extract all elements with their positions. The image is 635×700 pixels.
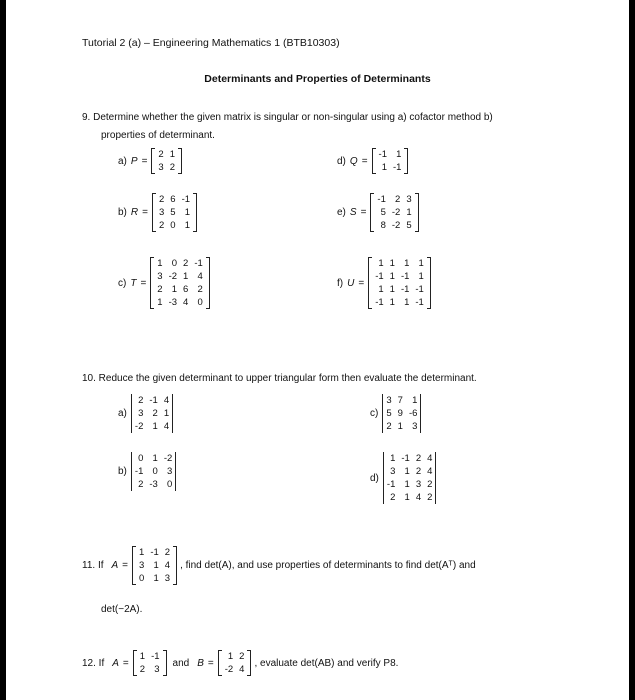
- q9-a-var: P: [130, 155, 138, 167]
- matrix-entry: 2: [183, 258, 189, 269]
- matrix-entry: 0: [152, 466, 158, 477]
- matrix-entry: -1: [149, 395, 158, 406]
- matrix-entry: 2: [157, 284, 163, 295]
- matrix-row: [222, 663, 248, 676]
- matrix-Q: [372, 148, 409, 174]
- q9-a-eq: =: [141, 155, 148, 167]
- matrix-entry: 3: [412, 421, 418, 432]
- matrix-entry: 4: [427, 453, 433, 464]
- q9-c-eq: =: [140, 277, 147, 289]
- q10-item-c: [370, 394, 421, 433]
- matrix-entry: 1: [184, 220, 191, 231]
- matrix-entry: 2: [390, 492, 396, 503]
- matrix-entry: 0: [197, 297, 203, 308]
- matrix-entry: 1: [381, 162, 387, 173]
- matrix-entry: -1: [378, 149, 387, 160]
- matrix-entry: -2: [134, 421, 144, 432]
- matrix-row: [376, 161, 405, 174]
- matrix-row: [137, 663, 163, 676]
- matrix-entry: 2: [427, 479, 433, 490]
- page-title: Determinants and Properties of Determinants: [204, 73, 431, 85]
- matrix-entry: 2: [169, 162, 176, 173]
- matrix-row: [155, 148, 178, 161]
- q9-item-d: [337, 148, 408, 174]
- q9-d-label: d): [337, 155, 346, 167]
- q10-b-label: b): [118, 466, 127, 477]
- question-9-line2: properties of determinant.: [101, 130, 215, 141]
- matrix-row: [137, 650, 163, 663]
- matrix-entry: 1: [389, 284, 395, 295]
- matrix-entry: 3: [158, 162, 164, 173]
- question-9-line1: 9. Determine whether the given matrix is singular or non-singular using a) cofactor method b): [82, 112, 493, 123]
- q9-b-eq: =: [142, 207, 148, 218]
- q9-c-label: c): [118, 277, 127, 289]
- q9-e-label: e): [337, 207, 346, 218]
- matrix-entry: -2: [391, 220, 401, 231]
- q10-item-a: [118, 394, 173, 433]
- q9-item-b: [118, 193, 197, 232]
- matrix-entry: 4: [163, 421, 170, 432]
- q12-varB: B: [197, 657, 204, 669]
- matrix-entry: -1: [415, 297, 424, 308]
- matrix-entry: 2: [139, 664, 146, 675]
- matrix-entry: 2: [395, 194, 401, 205]
- matrix-entry: -1: [194, 258, 203, 269]
- bracket-right: [178, 148, 182, 174]
- q11-text: , find det(A), and use properties of determinants to find det(Aᵀ) and: [180, 560, 476, 571]
- q9-item-c: [118, 257, 210, 309]
- question-11-line2: det(−2A).: [101, 604, 143, 615]
- matrix-row: [383, 394, 420, 407]
- matrix-entry: 4: [427, 466, 433, 477]
- matrix-row: [384, 491, 436, 504]
- matrix-entry: -3: [149, 479, 158, 490]
- matrix-entry: 1: [157, 297, 163, 308]
- q9-e-eq: =: [360, 207, 367, 218]
- matrix-entry: 1: [169, 149, 176, 160]
- matrix-entry: 7: [397, 395, 403, 406]
- q10-d-label: d): [370, 472, 379, 484]
- matrix-entry: -2: [168, 271, 178, 282]
- matrix-entry: 3: [154, 664, 160, 675]
- matrix-entry: -2: [391, 207, 401, 218]
- matrix-B-q12: [218, 650, 252, 676]
- matrix-entry: 2: [415, 466, 422, 477]
- matrix-entry: 1: [404, 479, 410, 490]
- q9-item-a: [118, 148, 182, 174]
- matrix-entry: 1: [153, 573, 159, 584]
- question-11: [82, 546, 480, 585]
- matrix-row: [132, 420, 172, 433]
- matrix-row: [136, 559, 173, 572]
- bracket-right: [163, 650, 167, 676]
- matrix-entry: 1: [418, 271, 424, 282]
- matrix-entry: 1: [171, 284, 178, 295]
- matrix-row: [154, 270, 206, 283]
- matrix-row: [136, 546, 173, 559]
- determinant-d: [383, 452, 437, 504]
- matrix-row: [136, 572, 173, 585]
- bracket-right: [172, 394, 173, 433]
- matrix-entry: 3: [157, 271, 163, 282]
- matrix-entry: 0: [138, 453, 144, 464]
- q9-e-var: S: [349, 207, 357, 218]
- matrix-entry: 5: [406, 220, 412, 231]
- q10-item-b: [118, 452, 176, 491]
- bracket-right: [175, 452, 176, 491]
- bracket-right: [427, 257, 431, 309]
- matrix-row: [132, 394, 172, 407]
- matrix-entry: 6: [170, 194, 176, 205]
- matrix-S: [370, 193, 418, 232]
- matrix-entry: 1: [404, 297, 410, 308]
- matrix-entry: 2: [164, 547, 171, 558]
- bracket-right: [420, 394, 421, 433]
- q9-item-f: [337, 257, 431, 309]
- matrix-entry: 2: [197, 284, 203, 295]
- matrix-entry: -1: [400, 284, 410, 295]
- q10-item-d: [370, 452, 436, 504]
- matrix-grid: [136, 546, 173, 585]
- matrix-entry: 4: [163, 395, 170, 406]
- q9-f-eq: =: [358, 277, 365, 289]
- matrix-entry: 1: [418, 258, 424, 269]
- matrix-entry: -1: [400, 271, 410, 282]
- matrix-entry: -3: [168, 297, 178, 308]
- matrix-entry: 3: [138, 408, 144, 419]
- matrix-entry: 1: [397, 421, 403, 432]
- matrix-entry: -2: [224, 664, 234, 675]
- matrix-entry: 1: [152, 421, 158, 432]
- matrix-entry: -6: [408, 408, 418, 419]
- matrix-row: [384, 465, 436, 478]
- determinant-a: [131, 394, 173, 433]
- matrix-entry: 4: [183, 297, 189, 308]
- matrix-entry: 1: [163, 408, 170, 419]
- matrix-entry: 1: [184, 207, 191, 218]
- matrix-entry: 2: [158, 149, 164, 160]
- left-border: [0, 0, 6, 700]
- question-12: [82, 650, 402, 676]
- matrix-entry: 3: [164, 573, 171, 584]
- matrix-entry: 9: [397, 408, 403, 419]
- matrix-entry: -1: [134, 466, 144, 477]
- q11-eq: =: [122, 560, 129, 571]
- matrix-entry: 3: [386, 395, 392, 406]
- matrix-row: [383, 420, 420, 433]
- matrix-entry: 3: [158, 207, 165, 218]
- matrix-row: [374, 219, 414, 232]
- matrix-entry: -1: [392, 162, 402, 173]
- matrix-entry: -1: [151, 651, 160, 662]
- right-border: [629, 0, 635, 700]
- matrix-entry: 1: [227, 651, 234, 662]
- matrix-entry: -1: [377, 194, 386, 205]
- matrix-entry: 3: [390, 466, 396, 477]
- matrix-row: [383, 407, 420, 420]
- matrix-entry: 1: [378, 284, 384, 295]
- q9-item-e: [337, 193, 419, 232]
- matrix-entry: -1: [375, 271, 384, 282]
- q9-c-var: T: [130, 277, 137, 289]
- matrix-entry: 1: [157, 258, 163, 269]
- matrix-grid: [374, 193, 414, 232]
- matrix-entry: 0: [166, 479, 173, 490]
- matrix-grid: [384, 452, 436, 504]
- matrix-entry: 0: [171, 258, 178, 269]
- bracket-right: [173, 546, 177, 585]
- determinant-c: [382, 394, 421, 433]
- matrix-entry: -1: [386, 479, 396, 490]
- matrix-entry: -1: [181, 194, 191, 205]
- matrix-entry: 2: [158, 220, 165, 231]
- matrix-grid: [132, 452, 175, 491]
- matrix-entry: 0: [139, 573, 145, 584]
- q10-c-label: c): [370, 408, 379, 419]
- matrix-grid: [376, 148, 405, 174]
- document-header: Tutorial 2 (a) – Engineering Mathematics 1 (BTB10303): [82, 37, 340, 49]
- matrix-entry: 1: [139, 547, 145, 558]
- matrix-entry: 1: [404, 258, 410, 269]
- matrix-row: [132, 452, 175, 465]
- matrix-entry: -1: [150, 547, 159, 558]
- matrix-row: [132, 478, 175, 491]
- q11-prefix: 11. If: [82, 560, 104, 571]
- matrix-grid: [155, 148, 178, 174]
- q10-a-label: a): [118, 408, 127, 419]
- q9-b-var: R: [130, 207, 139, 218]
- bracket-right: [435, 452, 436, 504]
- matrix-entry: 4: [164, 560, 171, 571]
- matrix-P: [151, 148, 182, 174]
- matrix-entry: 3: [166, 466, 173, 477]
- matrix-entry: 1: [412, 395, 418, 406]
- matrix-entry: 1: [183, 271, 189, 282]
- matrix-entry: -2: [163, 453, 173, 464]
- matrix-row: [156, 206, 193, 219]
- matrix-row: [154, 296, 206, 309]
- matrix-T: [150, 257, 210, 309]
- matrix-entry: 1: [404, 466, 410, 477]
- matrix-entry: 5: [380, 207, 386, 218]
- matrix-row: [155, 161, 178, 174]
- matrix-A-q11: [132, 546, 177, 585]
- matrix-grid: [372, 257, 427, 309]
- matrix-row: [372, 296, 427, 309]
- matrix-entry: 1: [390, 453, 396, 464]
- matrix-grid: [137, 650, 163, 676]
- matrix-entry: 8: [380, 220, 386, 231]
- matrix-entry: 5: [170, 207, 176, 218]
- matrix-entry: 2: [158, 194, 165, 205]
- matrix-entry: 2: [138, 479, 144, 490]
- matrix-entry: -1: [401, 453, 410, 464]
- bracket-right: [415, 193, 419, 232]
- matrix-entry: 2: [427, 492, 433, 503]
- q11-var: A: [111, 560, 119, 571]
- matrix-entry: -1: [415, 284, 424, 295]
- matrix-grid: [383, 394, 420, 433]
- q12-varA: A: [112, 657, 119, 669]
- question-10: 10. Reduce the given determinant to upper triangular form then evaluate the determinant.: [82, 373, 477, 384]
- matrix-row: [376, 148, 405, 161]
- q12-text: , evaluate det(AB) and verify P8.: [254, 657, 399, 669]
- matrix-row: [222, 650, 248, 663]
- matrix-row: [156, 219, 193, 232]
- matrix-A-q12: [133, 650, 167, 676]
- matrix-entry: 2: [138, 395, 144, 406]
- bracket-right: [404, 148, 408, 174]
- matrix-grid: [132, 394, 172, 433]
- matrix-entry: 2: [152, 408, 158, 419]
- matrix-entry: 1: [396, 149, 402, 160]
- matrix-entry: 6: [183, 284, 189, 295]
- matrix-entry: 4: [415, 492, 422, 503]
- matrix-entry: 2: [415, 453, 422, 464]
- matrix-row: [132, 407, 172, 420]
- matrix-entry: 1: [389, 271, 395, 282]
- matrix-entry: 3: [415, 479, 422, 490]
- matrix-row: [372, 257, 427, 270]
- matrix-entry: 1: [389, 297, 395, 308]
- matrix-row: [374, 206, 414, 219]
- bracket-right: [193, 193, 197, 232]
- bracket-right: [206, 257, 210, 309]
- q9-a-label: a): [118, 155, 127, 167]
- matrix-entry: 1: [406, 207, 412, 218]
- matrix-row: [372, 283, 427, 296]
- q9-d-var: Q: [349, 155, 358, 167]
- q12-prefix: 12. If: [82, 657, 105, 669]
- determinant-b: [131, 452, 176, 491]
- matrix-entry: 2: [386, 421, 392, 432]
- matrix-row: [374, 193, 414, 206]
- matrix-row: [132, 465, 175, 478]
- matrix-entry: 1: [404, 492, 410, 503]
- matrix-row: [154, 283, 206, 296]
- matrix-R: [152, 193, 197, 232]
- matrix-row: [156, 193, 193, 206]
- matrix-entry: -1: [375, 297, 384, 308]
- q12-eq-b: =: [207, 657, 214, 669]
- matrix-entry: 1: [152, 453, 158, 464]
- matrix-row: [154, 257, 206, 270]
- matrix-row: [372, 270, 427, 283]
- matrix-entry: 1: [153, 560, 159, 571]
- matrix-entry: 2: [239, 651, 245, 662]
- matrix-entry: 4: [239, 664, 245, 675]
- matrix-entry: 1: [139, 651, 146, 662]
- matrix-grid: [156, 193, 193, 232]
- matrix-entry: 0: [170, 220, 176, 231]
- matrix-entry: 5: [386, 408, 392, 419]
- matrix-row: [384, 452, 436, 465]
- matrix-grid: [222, 650, 248, 676]
- bracket-right: [247, 650, 251, 676]
- matrix-entry: 4: [197, 271, 203, 282]
- q9-b-label: b): [118, 207, 127, 218]
- q9-f-label: f): [337, 277, 344, 289]
- matrix-entry: 1: [389, 258, 395, 269]
- q12-eq-a: =: [122, 657, 129, 669]
- matrix-entry: 3: [406, 194, 412, 205]
- q9-d-eq: =: [361, 155, 368, 167]
- q9-f-var: U: [347, 277, 355, 289]
- matrix-entry: 1: [378, 258, 384, 269]
- q12-and: and: [172, 657, 190, 669]
- matrix-entry: 3: [139, 560, 145, 571]
- matrix-U: [368, 257, 431, 309]
- matrix-row: [384, 478, 436, 491]
- matrix-grid: [154, 257, 206, 309]
